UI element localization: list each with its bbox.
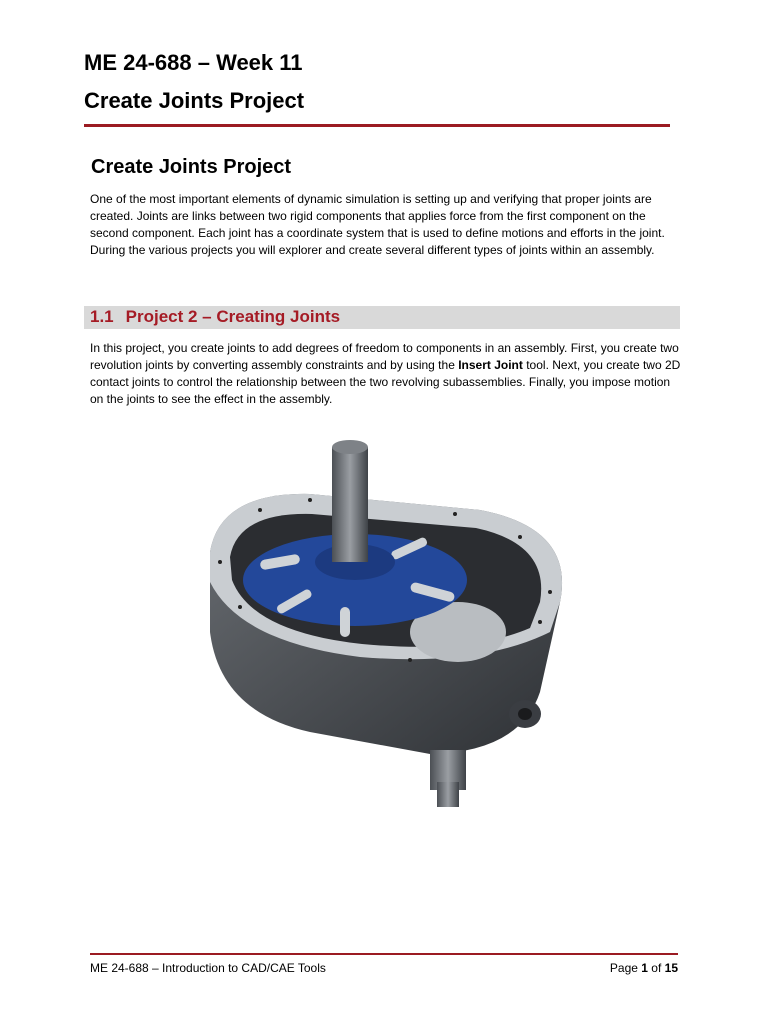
section-heading — [90, 307, 340, 327]
page-label: Page — [609, 961, 642, 975]
section-heading-bar — [84, 306, 680, 329]
intro-paragraph: One of the most important elements of dynamic simulation is setting up and verifying that proper joints are created. Joints are links between two rigid components that applies force from the first component on the second component. Each joint has a coordinate system that is used to define motions and efforts in the joint. During the various projects you will explorer and create several different types of joints within an assembly. — [90, 192, 665, 257]
footer-divider — [90, 953, 678, 955]
page-of-label: of — [647, 961, 665, 975]
footer-course-name: ME 24-688 – Introduction to CAD/CAE Tools — [90, 961, 326, 975]
header-divider — [84, 124, 670, 127]
page-current: 1 — [641, 961, 648, 975]
course-week-title: ME 24-688 – Week 11 — [84, 50, 303, 75]
section-paragraph — [90, 340, 682, 408]
section-paragraph-part1: In this project, you create joints to add degrees of freedom to components in an assembly. First, you create two revolution joints by converting assembly constraints and by using the — [90, 341, 679, 372]
page-number — [610, 961, 678, 975]
section-number: 1.1 — [90, 307, 114, 326]
page-total: 15 — [664, 961, 678, 975]
gearbox-assembly-figure — [180, 432, 580, 812]
intro-heading: Create Joints Project — [91, 156, 292, 178]
section-title-text: Project 2 – Creating Joints — [125, 307, 341, 326]
insert-joint-term: Insert Joint — [458, 358, 523, 372]
document-title: Create Joints Project — [84, 88, 305, 113]
input-shaft — [332, 447, 368, 562]
section-paragraph-part2: tool. Next, you create two 2D contact joints to control the relationship between the two revolving subassemblies. Finally, you impose motion on the joints to see the effect in the assembly. — [90, 358, 681, 406]
